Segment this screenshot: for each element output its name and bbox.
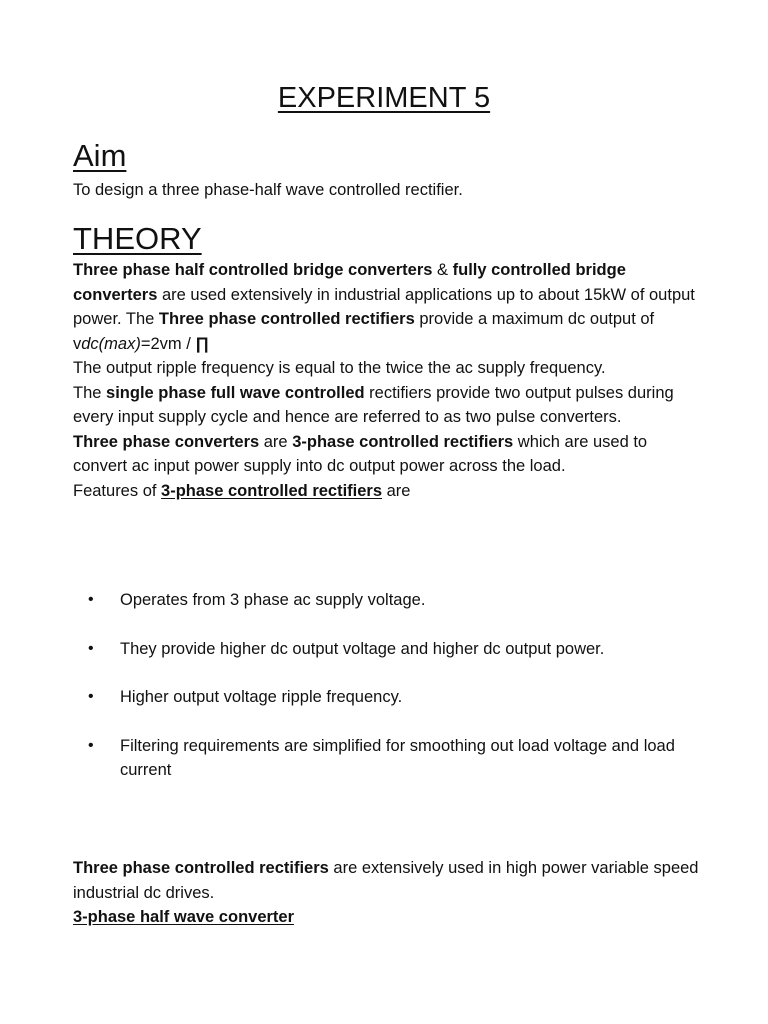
list-item (73, 588, 703, 613)
bullet-icon: • (88, 591, 94, 608)
formula-v: v (73, 334, 82, 353)
theory-heading: THEORY (73, 221, 202, 256)
bold-term: 3-phase controlled rectifiers (292, 432, 514, 451)
list-item (73, 685, 703, 710)
page-title: EXPERIMENT 5 (277, 82, 491, 114)
closing-section (73, 856, 703, 930)
text-run: are used extensively in industrial applications up to about 15kW of output power. The (73, 285, 695, 328)
list-item (73, 637, 703, 662)
theory-paragraph-1 (73, 258, 703, 332)
formula-pi: ∏ (195, 334, 209, 353)
text-run: Features of (73, 481, 162, 500)
text-run: are (382, 481, 411, 500)
formula-subscript: dc(max) (81, 334, 141, 353)
formula-rest: =2vm / (140, 334, 196, 353)
text-run: The (73, 383, 107, 402)
text-run: provide a maximum dc output of (414, 310, 655, 328)
bold-term: fully controlled bridge converters (73, 261, 626, 304)
text-run: which are used to convert ac input power supply into dc output power across the load. (73, 432, 648, 475)
list-item-text: Operates from 3 phase ac supply voltage. (120, 591, 426, 609)
bold-term: Three phase converters (73, 432, 260, 451)
bold-term: Three phase controlled rectifiers (73, 859, 329, 877)
bullet-icon: • (88, 736, 94, 754)
list-item-text: Filtering requirements are simplified for smoothing out load voltage and load current (120, 736, 675, 779)
aim-heading: Aim (73, 138, 127, 173)
list-item-text: They provide higher dc output voltage and higher dc output power. (120, 639, 605, 658)
bold-underlined-term: 3-phase controlled rectifiers (161, 481, 383, 500)
bold-term: single phase full wave controlled (106, 383, 365, 402)
theory-paragraph-3 (73, 381, 703, 430)
bold-term: Three phase half controlled bridge converters (73, 261, 433, 279)
subheading-text: 3-phase half wave converter (73, 908, 295, 926)
bold-term: Three phase controlled rectifiers (158, 310, 415, 328)
features-list (73, 588, 703, 807)
theory-paragraph-2: The output ripple frequency is equal to the twice the ac supply frequency. (73, 359, 606, 377)
list-item-text: Higher output voltage ripple frequency. (120, 688, 403, 706)
bullet-icon: • (88, 639, 94, 657)
features-intro (73, 479, 703, 504)
text-run: are (259, 432, 293, 451)
list-item (73, 734, 703, 783)
theory-body (73, 258, 703, 503)
formula-line (73, 332, 703, 357)
theory-paragraph-4 (73, 430, 703, 479)
text-run: are extensively used in high power variable speed industrial dc drives. (73, 859, 699, 902)
section-subheading (73, 905, 703, 930)
text-run: & (432, 261, 453, 279)
closing-paragraph (73, 856, 703, 905)
bullet-icon: • (88, 688, 94, 705)
aim-text: To design a three phase-half wave controlled rectifier. (73, 181, 463, 199)
text-run: rectifiers provide two output pulses during every input supply cycle and hence are referred to as two pulse converters. (73, 383, 674, 426)
